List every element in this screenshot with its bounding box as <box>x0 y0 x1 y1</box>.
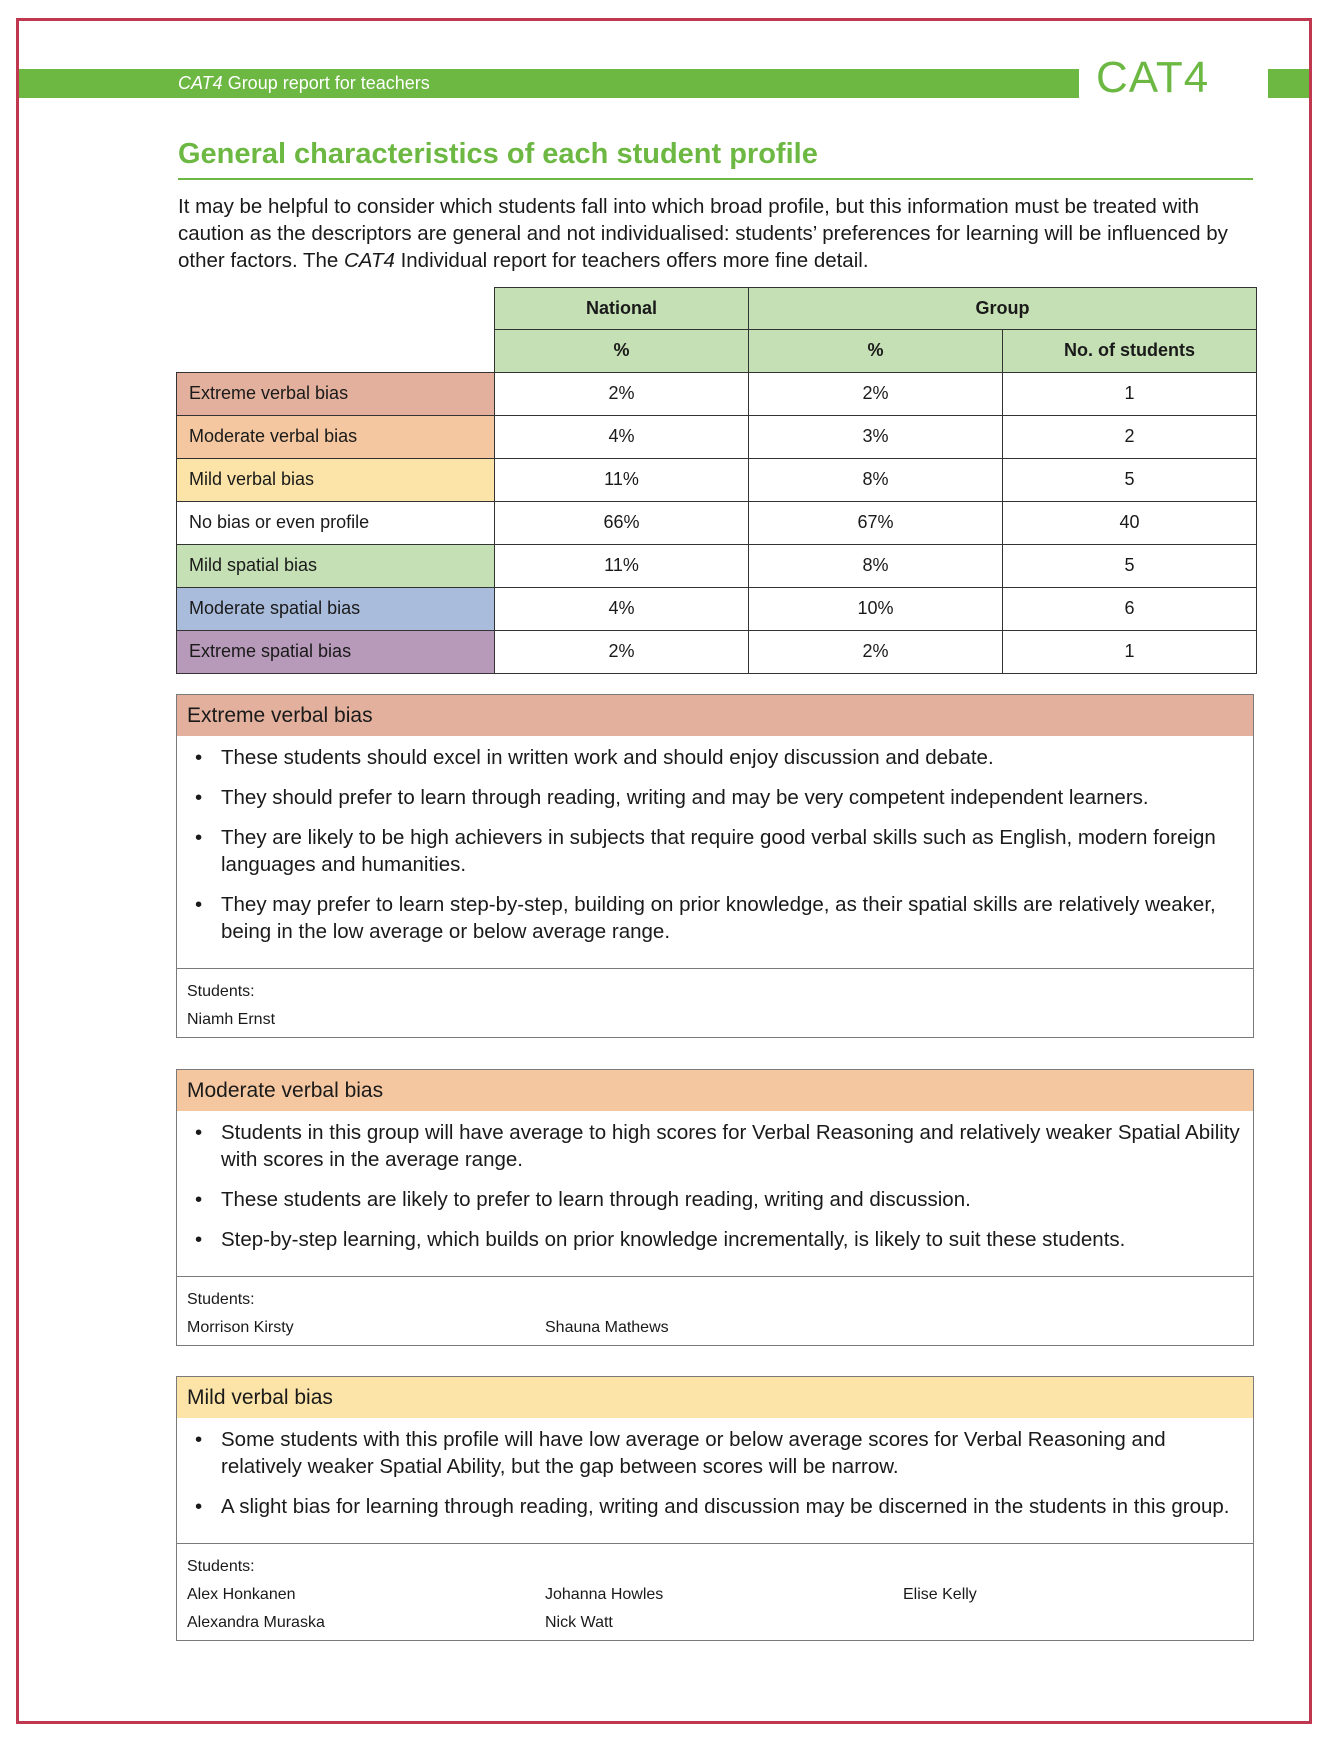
report-title <box>178 73 430 94</box>
group-pct: 8% <box>749 458 1003 501</box>
table-header-row <box>177 288 1257 330</box>
group-pct: 3% <box>749 415 1003 458</box>
students-grid <box>187 1586 1243 1632</box>
section-title: Extreme verbal bias <box>177 695 1253 736</box>
student-count: 6 <box>1003 587 1257 630</box>
intro-paragraph <box>178 193 1258 274</box>
table-row <box>177 544 1257 587</box>
profile-label: No bias or even profile <box>177 501 495 544</box>
section-title: Mild verbal bias <box>177 1377 1253 1418</box>
bullet-item: • They are likely to be high achievers in subjects that require good verbal skills such as English, modern foreign languages and humanities. <box>221 824 1243 878</box>
profile-label: Extreme spatial bias <box>177 630 495 673</box>
students-label: Students: <box>187 1558 255 1575</box>
header-national: National <box>495 288 749 330</box>
student-count: 5 <box>1003 458 1257 501</box>
students-panel <box>177 1276 1253 1345</box>
profile-summary-table <box>176 287 1257 674</box>
student-count: 2 <box>1003 415 1257 458</box>
group-pct: 67% <box>749 501 1003 544</box>
group-pct: 10% <box>749 587 1003 630</box>
bullet-list <box>177 1418 1253 1543</box>
page-title: General characteristics of each student profile <box>178 138 818 170</box>
header-banner-end <box>1268 69 1309 98</box>
students-grid <box>187 1319 1243 1337</box>
table-row <box>177 372 1257 415</box>
group-pct: 8% <box>749 544 1003 587</box>
group-pct: 2% <box>749 372 1003 415</box>
profile-label: Moderate spatial bias <box>177 587 495 630</box>
bullet-item: • These students are likely to prefer to learn through reading, writing and discussion. <box>221 1186 1243 1213</box>
cat4-logo-text: CAT4 <box>1096 53 1210 102</box>
students-grid <box>187 1011 1243 1029</box>
student-name: Alexandra Muraska <box>187 1614 325 1631</box>
section-title: Moderate verbal bias <box>177 1070 1253 1111</box>
table-row <box>177 458 1257 501</box>
bullet-list <box>177 736 1253 968</box>
student-name: Johanna Howles <box>545 1586 664 1603</box>
students-label: Students: <box>187 983 255 1000</box>
section-moderate-verbal-bias <box>176 1069 1254 1346</box>
table-row <box>177 415 1257 458</box>
subheader-group-pct: % <box>749 330 1003 373</box>
title-rule <box>178 178 1253 180</box>
national-pct: 11% <box>495 544 749 587</box>
group-pct: 2% <box>749 630 1003 673</box>
table-body <box>177 372 1257 673</box>
national-pct: 11% <box>495 458 749 501</box>
subheader-student-count: No. of students <box>1003 330 1257 373</box>
national-pct: 4% <box>495 587 749 630</box>
bullet-item: • These students should excel in written work and should enjoy discussion and debate. <box>221 744 1243 771</box>
bullet-item: • Students in this group will have average to high scores for Verbal Reasoning and relatively weaker Spatial Ability with scores in the average range. <box>221 1119 1243 1173</box>
bullet-item: • Some students with this profile will have low average or below average scores for Verbal Reasoning and relatively weaker Spatial Ability, but the gap between scores will be narrow. <box>221 1426 1243 1480</box>
subheader-national-pct: % <box>495 330 749 373</box>
national-pct: 2% <box>495 372 749 415</box>
student-name: Niamh Ernst <box>187 1011 276 1028</box>
student-count: 1 <box>1003 630 1257 673</box>
national-pct: 4% <box>495 415 749 458</box>
table-row <box>177 501 1257 544</box>
student-name: Nick Watt <box>545 1614 613 1631</box>
student-count: 40 <box>1003 501 1257 544</box>
profile-label: Mild spatial bias <box>177 544 495 587</box>
national-pct: 2% <box>495 630 749 673</box>
intro-part1: It may be helpful to consider which students fall into which broad profile, but this information must be treated with caution as the descriptors are general and not individualised: students’ preferences for learning will be influenced by other factors. The <box>178 195 1228 272</box>
table-row <box>177 587 1257 630</box>
profile-label: Mild verbal bias <box>177 458 495 501</box>
intro-em: CAT4 <box>343 249 395 272</box>
section-extreme-verbal-bias <box>176 694 1254 1038</box>
national-pct: 66% <box>495 501 749 544</box>
students-panel <box>177 1543 1253 1640</box>
bullet-item: • Step-by-step learning, which builds on prior knowledge incrementally, is likely to suit these students. <box>221 1226 1243 1253</box>
profile-label: Extreme verbal bias <box>177 372 495 415</box>
bullet-item: • A slight bias for learning through reading, writing and discussion may be discerned in the students in this group. <box>221 1493 1243 1520</box>
profile-label: Moderate verbal bias <box>177 415 495 458</box>
bullet-item: • They may prefer to learn step-by-step, building on prior knowledge, as their spatial skills are relatively weaker, being in the low average or below average range. <box>221 891 1243 945</box>
header-group: Group <box>749 288 1257 330</box>
intro-part2: Individual report for teachers offers more fine detail. <box>394 249 869 272</box>
student-count: 1 <box>1003 372 1257 415</box>
table-subheader-row <box>177 330 1257 373</box>
table-row <box>177 630 1257 673</box>
report-title-rest: Group report for teachers <box>222 73 430 93</box>
section-mild-verbal-bias <box>176 1376 1254 1641</box>
bullet-item: • They should prefer to learn through reading, writing and may be very competent independent learners. <box>221 784 1243 811</box>
student-name: Shauna Mathews <box>545 1319 669 1336</box>
students-label: Students: <box>187 1291 255 1308</box>
student-name: Elise Kelly <box>903 1586 977 1603</box>
bullet-list <box>177 1111 1253 1276</box>
student-name: Alex Honkanen <box>187 1586 296 1603</box>
student-count: 5 <box>1003 544 1257 587</box>
cat4-logo <box>1092 48 1262 114</box>
report-title-em: CAT4 <box>178 73 223 93</box>
student-name: Morrison Kirsty <box>187 1319 294 1336</box>
students-panel <box>177 968 1253 1037</box>
